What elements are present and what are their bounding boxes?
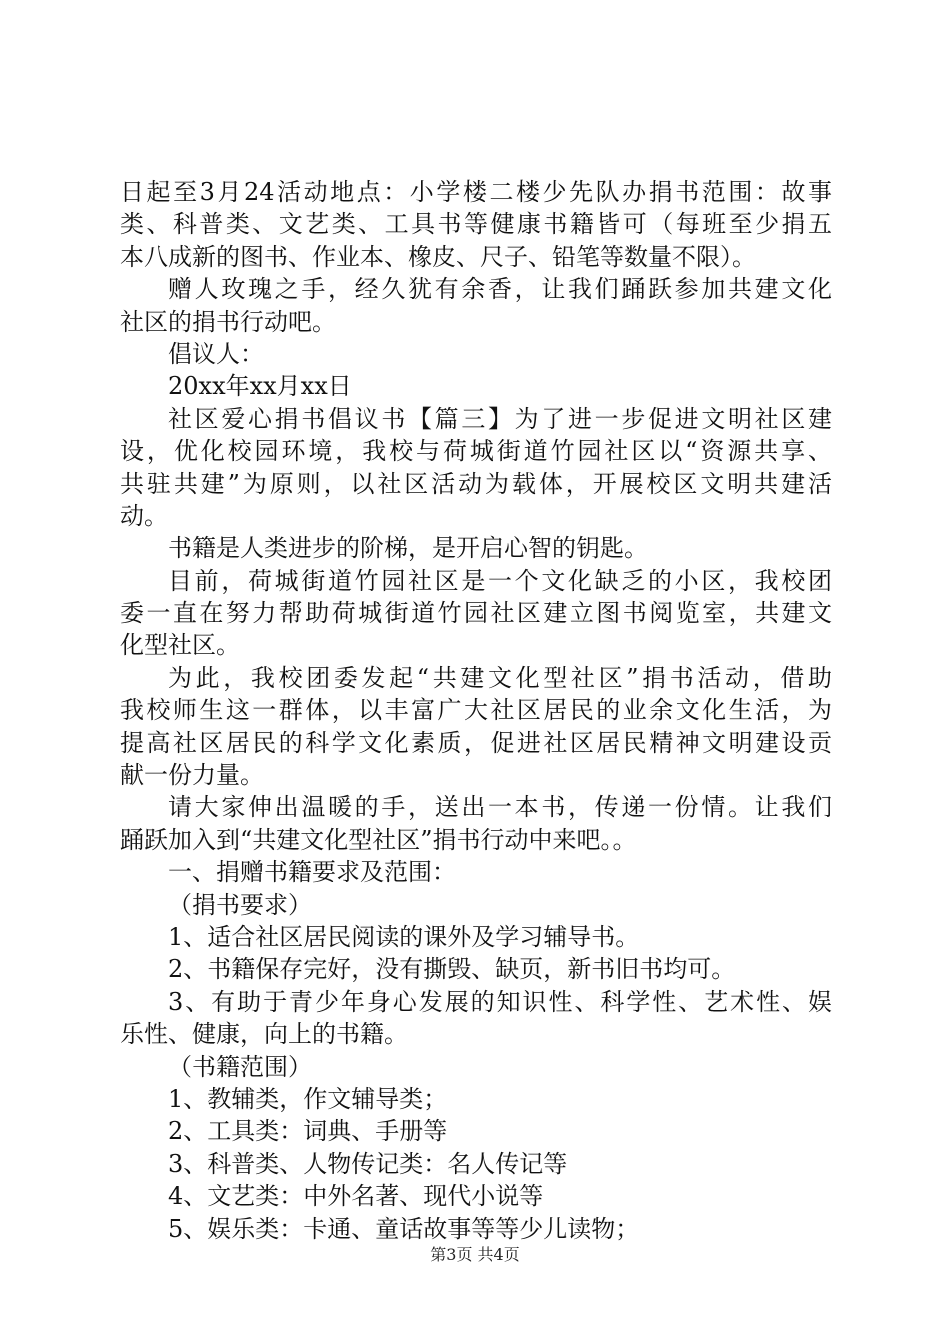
- text-line: 2、工具类：词典、手册等: [168, 1117, 448, 1146]
- text-line: 1、适合社区居民阅读的课外及学习辅导书。: [168, 922, 640, 951]
- text-line: 请大家伸出温暖的手，送出一本书，传递一份情。让我们: [168, 793, 832, 822]
- text-line: 目前，荷城街道竹园社区是一个文化缺乏的小区，我校团: [168, 566, 832, 595]
- text-line: 日起至3月24活动地点：小学楼二楼少先队办捐书范围：故事: [120, 178, 832, 206]
- text-line: 20xx年xx月xx日: [168, 372, 352, 401]
- text-line: 1、教辅类，作文辅导类；: [168, 1084, 448, 1113]
- text-line: 赠人玫瑰之手，经久犹有余香，让我们踊跃参加共建文化: [168, 275, 832, 304]
- text-line: 为此，我校团委发起“共建文化型社区”捐书活动，借助: [168, 663, 832, 692]
- text-line: 提高社区居民的科学文化素质，促进社区居民精神文明建设贡: [120, 728, 832, 757]
- text-line: 5、娱乐类：卡通、童话故事等等少儿读物；: [168, 1214, 640, 1243]
- text-line: 动。: [120, 501, 168, 530]
- text-line: 倡议人：: [168, 339, 264, 368]
- text-line: （捐书要求）: [168, 890, 312, 919]
- text-line: （书籍范围）: [168, 1052, 312, 1081]
- text-line: 委一直在努力帮助荷城街道竹园社区建立图书阅览室，共建文: [120, 599, 832, 628]
- text-line: 本八成新的图书、作业本、橡皮、尺子、铅笔等数量不限）。: [120, 242, 756, 271]
- text-line: 踊跃加入到“共建文化型社区”捐书行动中来吧。。: [120, 825, 637, 854]
- text-line: 书籍是人类进步的阶梯，是开启心智的钥匙。: [168, 534, 648, 563]
- text-line: 化型社区。: [120, 631, 240, 660]
- text-line: 乐性、健康，向上的书籍。: [120, 1020, 408, 1049]
- page-footer: 第3页 共4页: [430, 1245, 520, 1264]
- text-line: 我校师生这一群体，以丰富广大社区居民的业余文化生活，为: [120, 696, 832, 725]
- text-line: 社区的捐书行动吧。: [120, 307, 336, 336]
- text-line: 类、科普类、文艺类、工具书等健康书籍皆可（每班至少捐五: [120, 210, 832, 239]
- text-line: 3、有助于青少年身心发展的知识性、科学性、艺术性、娱: [168, 987, 832, 1016]
- document-body: [120, 176, 832, 1245]
- text-line: 一、捐赠书籍要求及范围：: [168, 858, 456, 887]
- text-line: 社区爱心捐书倡议书【篇三】为了进一步促进文明社区建: [168, 404, 832, 433]
- text-line: 献一份力量。: [120, 761, 264, 790]
- text-line: 共驻共建”为原则，以社区活动为载体，开展校区文明共建活: [120, 469, 832, 498]
- text-line: 4、文艺类：中外名著、现代小说等: [168, 1182, 544, 1211]
- text-line: 设，优化校园环境，我校与荷城街道竹园社区以“资源共享、: [120, 437, 832, 466]
- text-line: 2、书籍保存完好，没有撕毁、缺页，新书旧书均可。: [168, 955, 736, 984]
- text-line: 3、科普类、人物传记类：名人传记等: [168, 1149, 568, 1178]
